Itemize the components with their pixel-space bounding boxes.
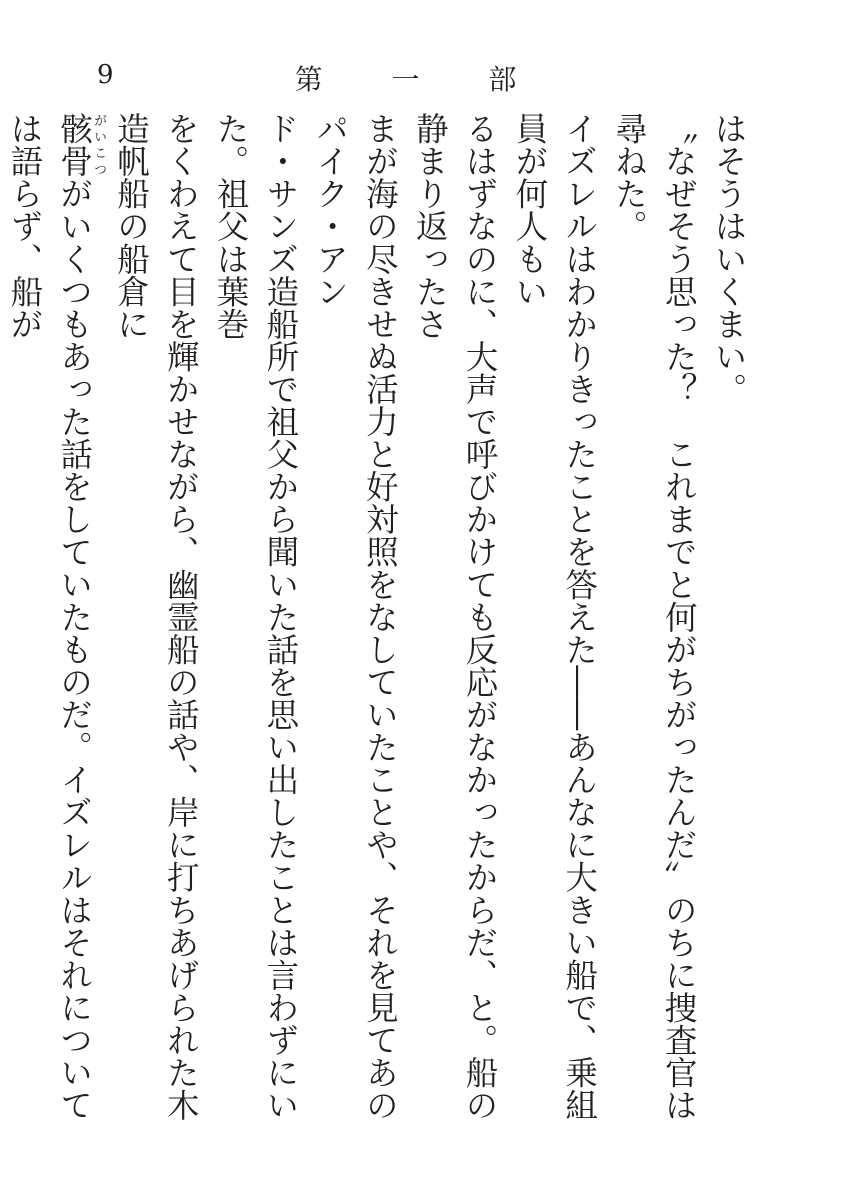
text-line: ド・サンズ造船所で祖父から聞いた話を思い出したことは言わずにいた。祖父は葉巻 bbox=[212, 112, 300, 1122]
text-line: はそうはいくまい。 bbox=[710, 112, 748, 405]
text-line: をくわえて目を輝かせながら、幽霊船の話や、岸に打ちあげられた木造帆船の船倉に bbox=[112, 112, 201, 1122]
text-line: 〝なぜそう思った？ これまでと何がちがったんだ〟のちに捜査官は尋ねた。 bbox=[610, 112, 699, 1122]
text-line: まが海の尽きせぬ活力と好対照をなしていたことや、それを見てあのパイク・アン bbox=[311, 112, 400, 1122]
text-line: 骸骨がいこつがいくつもあった話をしていたものだ。イズレルはそれについては語らず、船が bbox=[5, 112, 107, 1122]
running-head: 第 一 部 bbox=[294, 63, 547, 96]
page-number: 9 bbox=[97, 60, 114, 90]
ruby-word: 骸骨がいこつ bbox=[55, 112, 107, 178]
ruby-reading: がいこつ bbox=[91, 112, 107, 178]
body-text bbox=[5, 112, 753, 1122]
text-line: イズレルはわかりきったことを答えた――あんなに大きい船で、乗組員が何人もい bbox=[510, 112, 599, 1122]
text-line: るはずなのに、大声で呼びかけても反応がなかったからだ、と。船の静まり返ったさ bbox=[411, 112, 500, 1122]
